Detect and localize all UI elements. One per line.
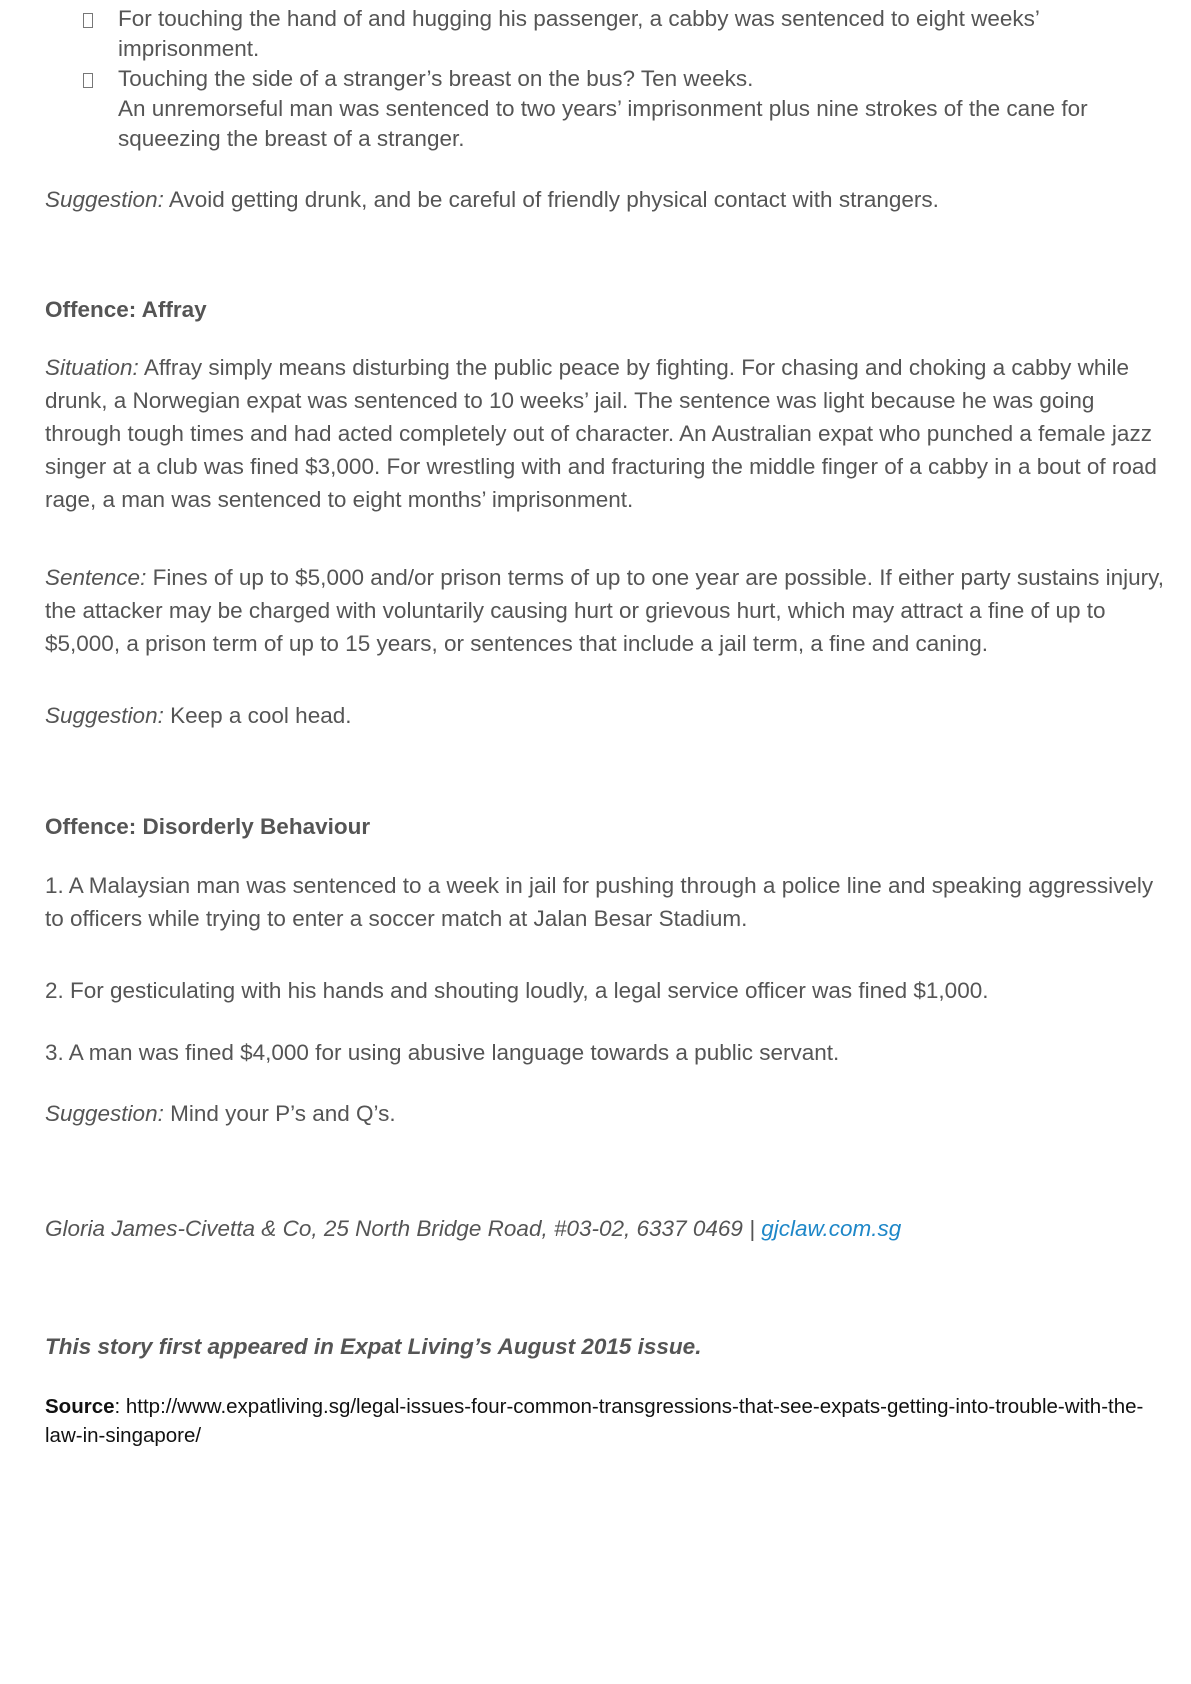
list-item-line: imprisonment. (118, 36, 260, 61)
contact-text: Gloria James-Civetta & Co, 25 North Bridge Road, #03-02, 6337 0469 | (45, 1216, 762, 1241)
bullet-icon (83, 13, 93, 28)
disorderly-item-1 (45, 869, 1185, 935)
first-appeared-note: This story first appeared in Expat Living’s August 2015 issue. (45, 1334, 702, 1359)
list-item (45, 4, 1145, 64)
paragraph-line: the attacker may be charged with voluntarily causing hurt or grievous hurt, which may attract a fine of up to (45, 598, 1106, 623)
suggestion-text: Keep a cool head. (163, 703, 352, 728)
paragraph-line: singer at a club was fined $3,000. For wrestling with and fracturing the middle finger of a cabby in a bout of road (45, 454, 1157, 479)
list-item (45, 64, 1145, 154)
paragraph-line: $5,000, a prison term of up to 15 years, or sentences that include a jail term, a fine and caning. (45, 631, 989, 656)
disorderly-suggestion-paragraph (45, 1097, 1185, 1130)
paragraph-line: to officers while trying to enter a soccer match at Jalan Besar Stadium. (45, 906, 748, 931)
paragraph-line: drunk, a Norwegian expat was sentenced to 10 weeks’ jail. The sentence was light because he was going (45, 388, 1095, 413)
disorderly-item-2: 2. For gesticulating with his hands and shouting loudly, a legal service officer was fined $1,000. (45, 978, 989, 1003)
list-item-line: An unremorseful man was sentenced to two years’ imprisonment plus nine strokes of the cane for (118, 96, 1088, 121)
suggestion-paragraph (45, 183, 1185, 216)
suggestion-label: Suggestion: (45, 1101, 164, 1126)
paragraph-line: 1. A Malaysian man was sentenced to a week in jail for pushing through a police line and speaking aggressively (45, 873, 1154, 898)
affray-suggestion-paragraph (45, 699, 1185, 732)
list-item-line: Touching the side of a stranger’s breast on the bus? Ten weeks. (118, 66, 754, 91)
source-url-line: law-in-singapore/ (45, 1424, 202, 1447)
affray-situation-paragraph (45, 351, 1185, 516)
bullet-icon (83, 73, 93, 88)
source-label: Source (45, 1395, 115, 1418)
suggestion-text: Mind your P’s and Q’s. (163, 1101, 396, 1126)
suggestion-text: Avoid getting drunk, and be careful of friendly physical contact with strangers. (163, 187, 939, 212)
source-citation (45, 1392, 1191, 1450)
section-heading-disorderly-behaviour: Offence: Disorderly Behaviour (45, 814, 371, 839)
contact-line (45, 1212, 1185, 1245)
list-item-line: squeezing the breast of a stranger. (118, 126, 465, 151)
sentence-label: Sentence: (45, 565, 147, 590)
paragraph-line: Fines of up to $5,000 and/or prison terms of up to one year are possible. If either party sustains injury, (146, 565, 1164, 590)
source-url-line: : http://www.expatliving.sg/legal-issues-four-common-transgressions-that-see-expats-getting-into-trouble-with-the- (114, 1395, 1144, 1418)
section-heading-affray: Offence: Affray (45, 297, 207, 322)
affray-sentence-paragraph (45, 561, 1185, 660)
suggestion-label: Suggestion: (45, 187, 164, 212)
bullet-list (45, 4, 1145, 154)
situation-label: Situation: (45, 355, 139, 380)
paragraph-line: through tough times and had acted completely out of character. An Australian expat who punched a female jazz (45, 421, 1152, 446)
list-item-line: For touching the hand of and hugging his passenger, a cabby was sentenced to eight weeks’ (118, 6, 1040, 31)
website-link[interactable]: gjclaw.com.sg (761, 1216, 902, 1241)
suggestion-label: Suggestion: (45, 703, 164, 728)
paragraph-line: Affray simply means disturbing the public peace by fighting. For chasing and choking a cabby while (138, 355, 1129, 380)
disorderly-item-3: 3. A man was fined $4,000 for using abusive language towards a public servant. (45, 1040, 840, 1065)
paragraph-line: rage, a man was sentenced to eight months’ imprisonment. (45, 487, 634, 512)
